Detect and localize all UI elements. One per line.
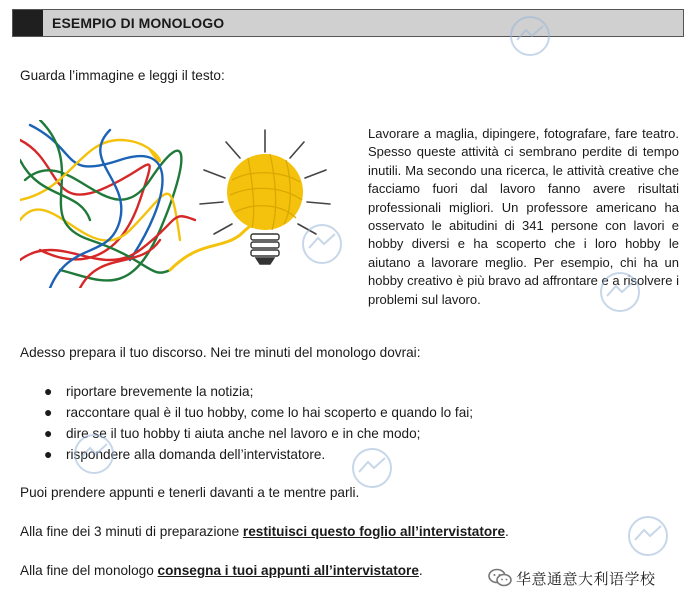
wechat-watermark <box>488 565 688 591</box>
wechat-icon <box>488 567 512 589</box>
list-item: ● riportare brevemente la notizia; <box>20 381 473 402</box>
article-text: Lavorare a maglia, dipingere, fotografare, fare teatro. Spesso queste attività ci sembrano perdite di tempo inutili. Ma secondo una ricerca, le attività creative che facciamo fuori dal lavoro fanno avere risultati professionali migliori. Un professore americano ha osservato le abitudini di 341 persone con lavori e hobby diversi e ha scoperto che i loro hobby le aiutano a lavorare meglio. Per esempio, chi ha un hobby creativo è più bravo ad affrontare e a risolvere i problemi sul lavoro. <box>368 126 679 307</box>
list-item: ● rispondere alla domanda dell’intervistatore. <box>20 444 473 465</box>
watermark-seal-icon <box>350 446 394 490</box>
bullet-icon: ● <box>44 425 53 441</box>
header-title: ESEMPIO DI MONOLOGO <box>52 15 225 31</box>
watermark-seal-icon <box>626 514 670 558</box>
watermark-seal-icon <box>508 14 552 58</box>
bullet-icon: ● <box>44 446 53 462</box>
list-item: ● dire se il tuo hobby ti aiuta anche nel lavoro e in che modo; <box>20 423 473 444</box>
end-monologue-instruction: Alla fine del monologo consegna i tuoi appunti all’intervistatore. <box>20 563 423 578</box>
bullet-icon: ● <box>44 383 53 399</box>
header-marker <box>13 10 43 36</box>
notes-text: Puoi prendere appunti e tenerli davanti a te mentre parli. <box>20 485 360 500</box>
end-prep-emphasis: restituisci questo foglio all’intervistatore <box>242 524 506 539</box>
prep-intro: Adesso prepara il tuo discorso. Nei tre minuti del monologo dovrai: <box>20 345 421 360</box>
watermark-seal-icon <box>300 222 344 266</box>
end-monologue-emphasis: consegna i tuoi appunti all’intervistatore <box>157 563 419 578</box>
watermark-seal-icon <box>72 432 116 476</box>
list-item: ● raccontare qual è il tuo hobby, come lo hai scoperto e quando lo fai; <box>20 402 473 423</box>
instruction-text: Guarda l’immagine e leggi il testo: <box>20 68 225 83</box>
watermark-seal-icon <box>598 270 642 314</box>
bullet-icon: ● <box>44 404 53 420</box>
end-prep-instruction: Alla fine dei 3 minuti di preparazione restituisci questo foglio all’intervistatore. <box>20 524 509 539</box>
wechat-account-label: 华意通意大利语学校 <box>516 571 656 588</box>
section-header <box>12 9 684 37</box>
